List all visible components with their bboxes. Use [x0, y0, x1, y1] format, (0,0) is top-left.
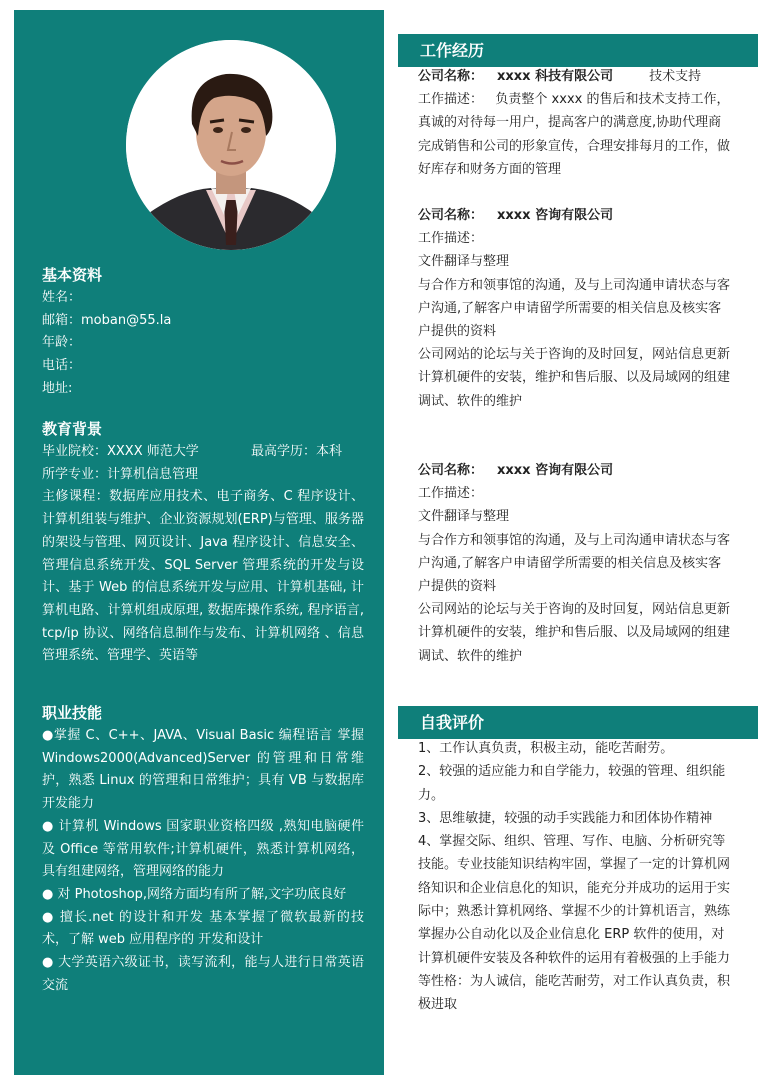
portrait-illustration: [126, 40, 336, 250]
address-field: 地址:: [42, 380, 73, 396]
description-label: 工作描述：: [418, 231, 484, 247]
courses-field: 主修课程：数据库应用技术、电子商务、C 程序设计、计算机组装与维护、企业资源规划(ERP)与管理、服务器的架设与管理、网页设计、Java 程序设计、信息安全、管理信息系统开发、SQL Server 管理系统的开发与设计、基于 Web 的信息系统开发与应用、计算机基础, 计算机电路、计算机组成原理, 数据库操作系统, 程序语言, tcp/ip 协议、网络信息制作与发布、计算机网络 、信息管理系统、管理学、英语等: [42, 489, 364, 664]
job-duty: 与合作方和领事馆的沟通，及与上司沟通申请状态与客户沟通,了解客户申请留学所需要的相关信息及核实客户提供的资料: [418, 532, 731, 595]
company-name: xxxx 咨询有限公司: [497, 463, 614, 478]
education-section: [42, 418, 364, 668]
description-label: 工作描述：: [418, 92, 484, 108]
job-duty: 计算机硬件的安装，维护和售后服、以及局域网的组建调试、软件的维护: [418, 370, 731, 409]
work-heading: 工作经历: [420, 41, 485, 60]
phone-field: 电话：: [42, 358, 82, 374]
name-field: 姓名：: [42, 290, 82, 305]
job-duty: 文件翻译与整理: [418, 509, 510, 525]
job-entry: [418, 204, 734, 413]
self-eval-item: 4、掌握交际、组织、管理、写作、电脑、分析研究等技能。专业技能知识结构牢固，掌握了一定的计算机网络知识和企业信息化的知识，能充分并成功的运用于实际中；熟悉计算机网络、掌握不少的计算机语言，熟练掌握办公自动化以及企业信息化 ERP 软件的使用，对计算机硬件安装及各种软件的运用有着极强的上手能力等性格：为人诚信，能吃苦耐劳，对工作认真负责，积极进取: [418, 834, 731, 1013]
major-field: 所学专业：计算机信息管理: [42, 466, 199, 482]
company-label: 公司名称：: [418, 69, 484, 84]
job-duty: 公司网站的论坛与关于咨询的及时回复，网站信息更新: [418, 347, 731, 363]
description-text: 负责整个 xxxx 的售后和技术支持工作，真诚的对待每一用户，提高客户的满意度,协助代理商完成销售和公司的形象宣传，合理安排每月的工作，做好库存和财务方面的管理: [418, 92, 731, 177]
job-duty: 与合作方和领事馆的沟通，及与上司沟通申请状态与客户沟通,了解客户申请留学所需要的相关信息及核实客户提供的资料: [418, 277, 731, 340]
age-field: 年龄：: [42, 335, 82, 351]
job-entry: [418, 65, 734, 181]
self-eval-item: 1、工作认真负责，积极主动，能吃苦耐劳。: [418, 741, 674, 756]
company-label: 公司名称：: [418, 463, 484, 478]
skill-item: ● 大学英语六级证书，读写流利，能与人进行日常英语交流: [42, 955, 364, 993]
job-duty: 文件翻译与整理: [418, 254, 510, 270]
basic-info-section: [42, 264, 364, 401]
education-heading: 教育背景: [42, 420, 103, 438]
skill-item: ● 擅长.net 的设计和开发 基本掌握了微软最新的技术，了解 web 应用程序的 开发和设计: [42, 909, 364, 948]
education-school-row: [42, 441, 364, 464]
job-entry: [418, 459, 734, 668]
left-sidebar: [14, 10, 384, 1075]
basic-info-heading: 基本资料: [42, 266, 103, 284]
skill-item: ● 计算机 Windows 国家职业资格四级 ,熟知电脑硬件及 Office 等常用软件;计算机硬件，熟悉计算机网络，具有组建网络，管理网络的能力: [42, 818, 364, 880]
profile-photo: [126, 40, 336, 250]
job-description: [418, 88, 734, 181]
skills-section: [42, 702, 364, 997]
job-title-row: [418, 459, 734, 482]
email-field: 邮箱：moban@55.la: [42, 312, 172, 328]
self-eval-item: 3、思维敏捷，较强的动手实践能力和团体协作精神: [418, 810, 713, 826]
self-eval-heading-bar: [398, 706, 758, 739]
job-role: 技术支持: [649, 69, 702, 84]
skill-item: ● 对 Photoshop,网络方面均有所了解,文字功底良好: [42, 886, 347, 902]
school-field: 毕业院校：XXXX 师范大学: [42, 444, 199, 459]
description-label: 工作描述：: [418, 486, 484, 502]
job-duty: 公司网站的论坛与关于咨询的及时回复，网站信息更新: [418, 602, 731, 618]
skills-heading: 职业技能: [42, 704, 103, 722]
job-duty: 计算机硬件的安装，维护和售后服、以及局域网的组建调试、软件的维护: [418, 625, 731, 664]
job-title-row: [418, 204, 734, 227]
company-name: xxxx 科技有限公司: [497, 69, 614, 84]
self-eval-section: [418, 737, 734, 1017]
job-title-row: [418, 65, 734, 88]
self-eval-heading: 自我评价: [420, 713, 485, 732]
work-heading-bar: [398, 34, 758, 67]
self-eval-item: 2、较强的适应能力和自学能力，较强的管理、组织能力。: [418, 764, 726, 803]
skill-item: ●掌握 C、C++、JAVA、Visual Basic 编程语言 掌握 Windows2000(Advanced)Server 的管理和日常维护，熟悉 Linux 的管理和日常维护；具有 VB 与数据库开发能力: [42, 728, 364, 812]
company-name: xxxx 咨询有限公司: [497, 208, 614, 223]
company-label: 公司名称：: [418, 208, 484, 223]
degree-field: 最高学历：本科: [251, 444, 343, 459]
